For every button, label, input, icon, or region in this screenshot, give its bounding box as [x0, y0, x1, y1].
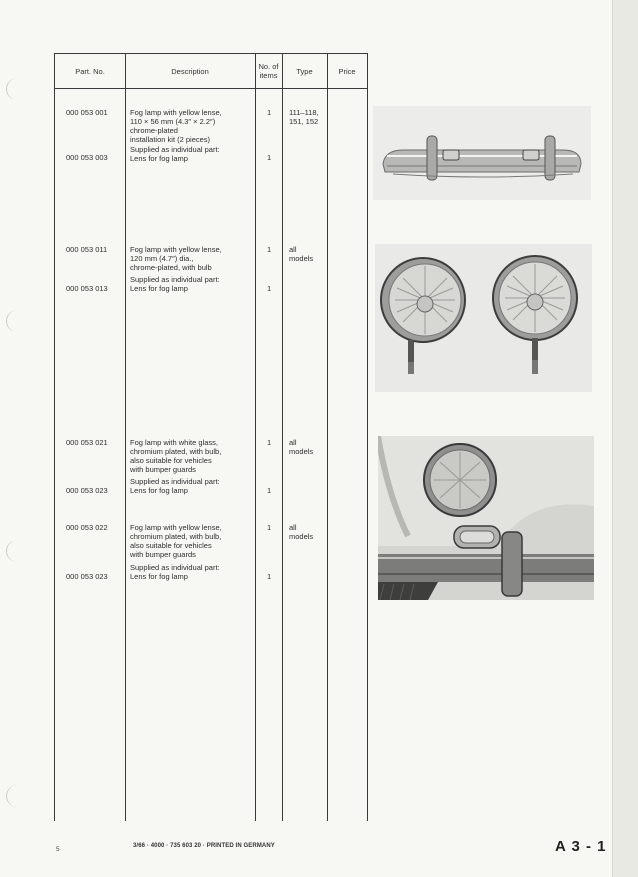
vehicle-type: all models: [289, 438, 314, 456]
header-part-no: Part. No.: [75, 66, 105, 76]
binder-hole-mark: [6, 310, 29, 332]
header-no-of-items-line2: items: [259, 71, 278, 80]
header-type: Type: [296, 66, 313, 76]
part-description: Fog lamp with yellow lense, chromium plated, with bulb, also suitable for vehicles with bumper guards: [130, 523, 222, 559]
part-number: 000 053 023: [66, 486, 108, 495]
header-no-of-items: [255, 54, 282, 88]
vehicle-type: 111–118, 151, 152: [289, 108, 319, 126]
item-quantity: 1: [267, 108, 272, 117]
part-description: Supplied as individual part: Lens for fog lamp: [130, 275, 220, 293]
column-divider: [125, 54, 126, 821]
bumper-illustration: [373, 106, 591, 200]
part-number: 000 053 013: [66, 284, 108, 293]
page-code: A 3 - 1: [555, 838, 607, 855]
item-quantity: 1: [267, 245, 272, 254]
part-number: 000 053 021: [66, 438, 108, 447]
table-header: [55, 54, 367, 89]
part-number: 000 053 001: [66, 108, 108, 117]
header-description: Description: [171, 66, 209, 76]
item-quantity: 1: [267, 572, 272, 581]
item-quantity: 1: [267, 284, 272, 293]
header-no-of-items-line1: No. of: [258, 62, 279, 71]
vehicle-type: all models: [289, 245, 314, 263]
part-number: 000 053 003: [66, 153, 108, 162]
part-description: Supplied as individual part: Lens for fog lamp: [130, 563, 220, 581]
print-line: 3/66 · 4000 · 735 603 20 · PRINTED IN GERMANY: [133, 843, 275, 849]
item-quantity: 1: [267, 486, 272, 495]
car-front-illustration: [378, 436, 594, 600]
page-edge-strip: [612, 0, 638, 877]
column-divider: [282, 54, 283, 821]
part-description: Fog lamp with yellow lense, 110 × 56 mm (4.3″ × 2.2″) chrome-plated installation kit (2 pieces): [130, 108, 222, 144]
part-description: Supplied as individual part: Lens for fog lamp: [130, 145, 220, 163]
part-description: Fog lamp with white glass, chromium plated, with bulb, also suitable for vehicles with bumper guards: [130, 438, 222, 474]
vehicle-type: all models: [289, 523, 314, 541]
part-description: Supplied as individual part: Lens for fog lamp: [130, 477, 220, 495]
column-divider: [327, 54, 328, 821]
part-number: 000 053 011: [66, 245, 108, 254]
binder-hole-mark: [6, 785, 29, 807]
header-price: Price: [338, 66, 356, 76]
photo-bumper-fog-lamp-kit: [373, 106, 591, 200]
item-quantity: 1: [267, 523, 272, 532]
parts-table: [54, 53, 368, 821]
part-number: 000 053 022: [66, 523, 108, 532]
photo-round-fog-lamps: [375, 244, 592, 392]
part-description: Fog lamp with yellow lense, 120 mm (4.7″) dia., chrome-plated, with bulb: [130, 245, 222, 272]
binder-hole-mark: [6, 78, 29, 100]
part-number: 000 053 023: [66, 572, 108, 581]
column-divider: [255, 54, 256, 821]
binder-hole-mark: [6, 540, 29, 562]
item-quantity: 1: [267, 153, 272, 162]
round-fog-lamps-illustration: [375, 244, 592, 392]
page-footnote-number: 5: [56, 846, 60, 853]
item-quantity: 1: [267, 438, 272, 447]
photo-car-front-fog-lamp: [378, 436, 594, 600]
